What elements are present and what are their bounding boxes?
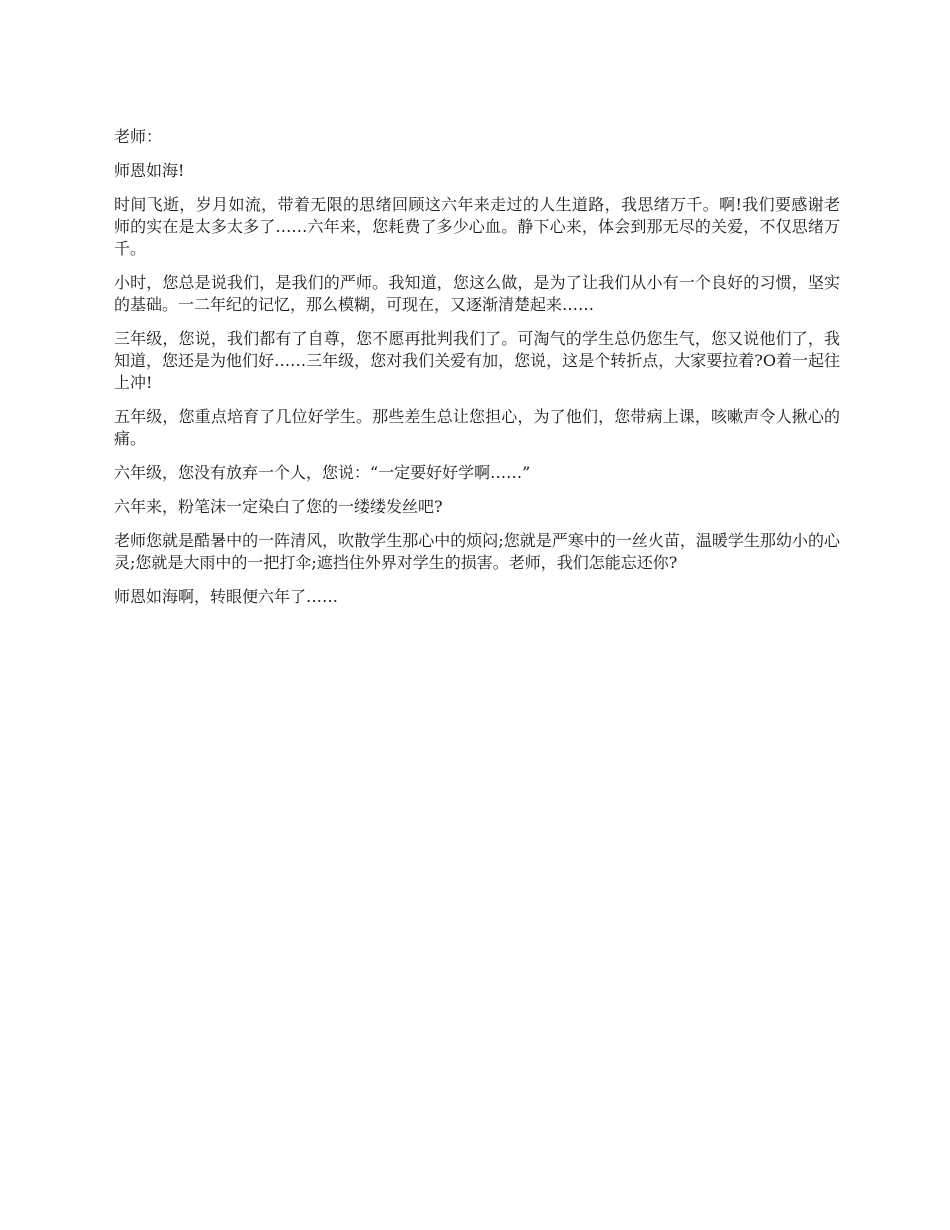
paragraph: 六年级，您没有放弃一个人，您说：“一定要好好学啊……” xyxy=(114,463,531,482)
paragraph: 三年级，您说，我们都有了自尊，您不愿再批判我们了。可淘气的学生总仍您生气，您又说他们了，我知道，您还是为他们好……三年级，您对我们关爱有加，您说，这是个转折点，大家要拉着?O着一起往上冲! xyxy=(114,329,840,392)
paragraph: 小时，您总是说我们，是我们的严师。我知道，您这么做，是为了让我们从小有一个良好的习惯，坚实的基础。一二年纪的记忆，那么模糊，可现在，又逐渐清楚起来…… xyxy=(114,273,840,314)
paragraph: 五年级，您重点培育了几位好学生。那些差生总让您担心，为了他们，您带病上课，咳嗽声令人揪心的痛。 xyxy=(114,407,840,448)
paragraph: 时间飞逝，岁月如流，带着无限的思绪回顾这六年来走过的人生道路，我思绪万千。啊!我们要感谢老师的实在是太多太多了……六年来，您耗费了多少心血。静下心来，体会到那无尽的关爱，不仅思绪万千。 xyxy=(114,195,840,258)
paragraph-title: 师恩如海! xyxy=(114,161,185,180)
document-body xyxy=(114,126,840,620)
salutation: 老师： xyxy=(114,127,163,146)
paragraph: 六年来，粉笔沫一定染白了您的一缕缕发丝吧? xyxy=(114,497,443,516)
paragraph-closing: 师恩如海啊，转眼便六年了…… xyxy=(114,587,339,606)
paragraph: 老师您就是酷暑中的一阵清风，吹散学生那心中的烦闷;您就是严寒中的一丝火苗，温暖学生那幼小的心灵;您就是大雨中的一把打伞;遮挡住外界对学生的损害。老师，我们怎能忘还你? xyxy=(114,531,840,572)
